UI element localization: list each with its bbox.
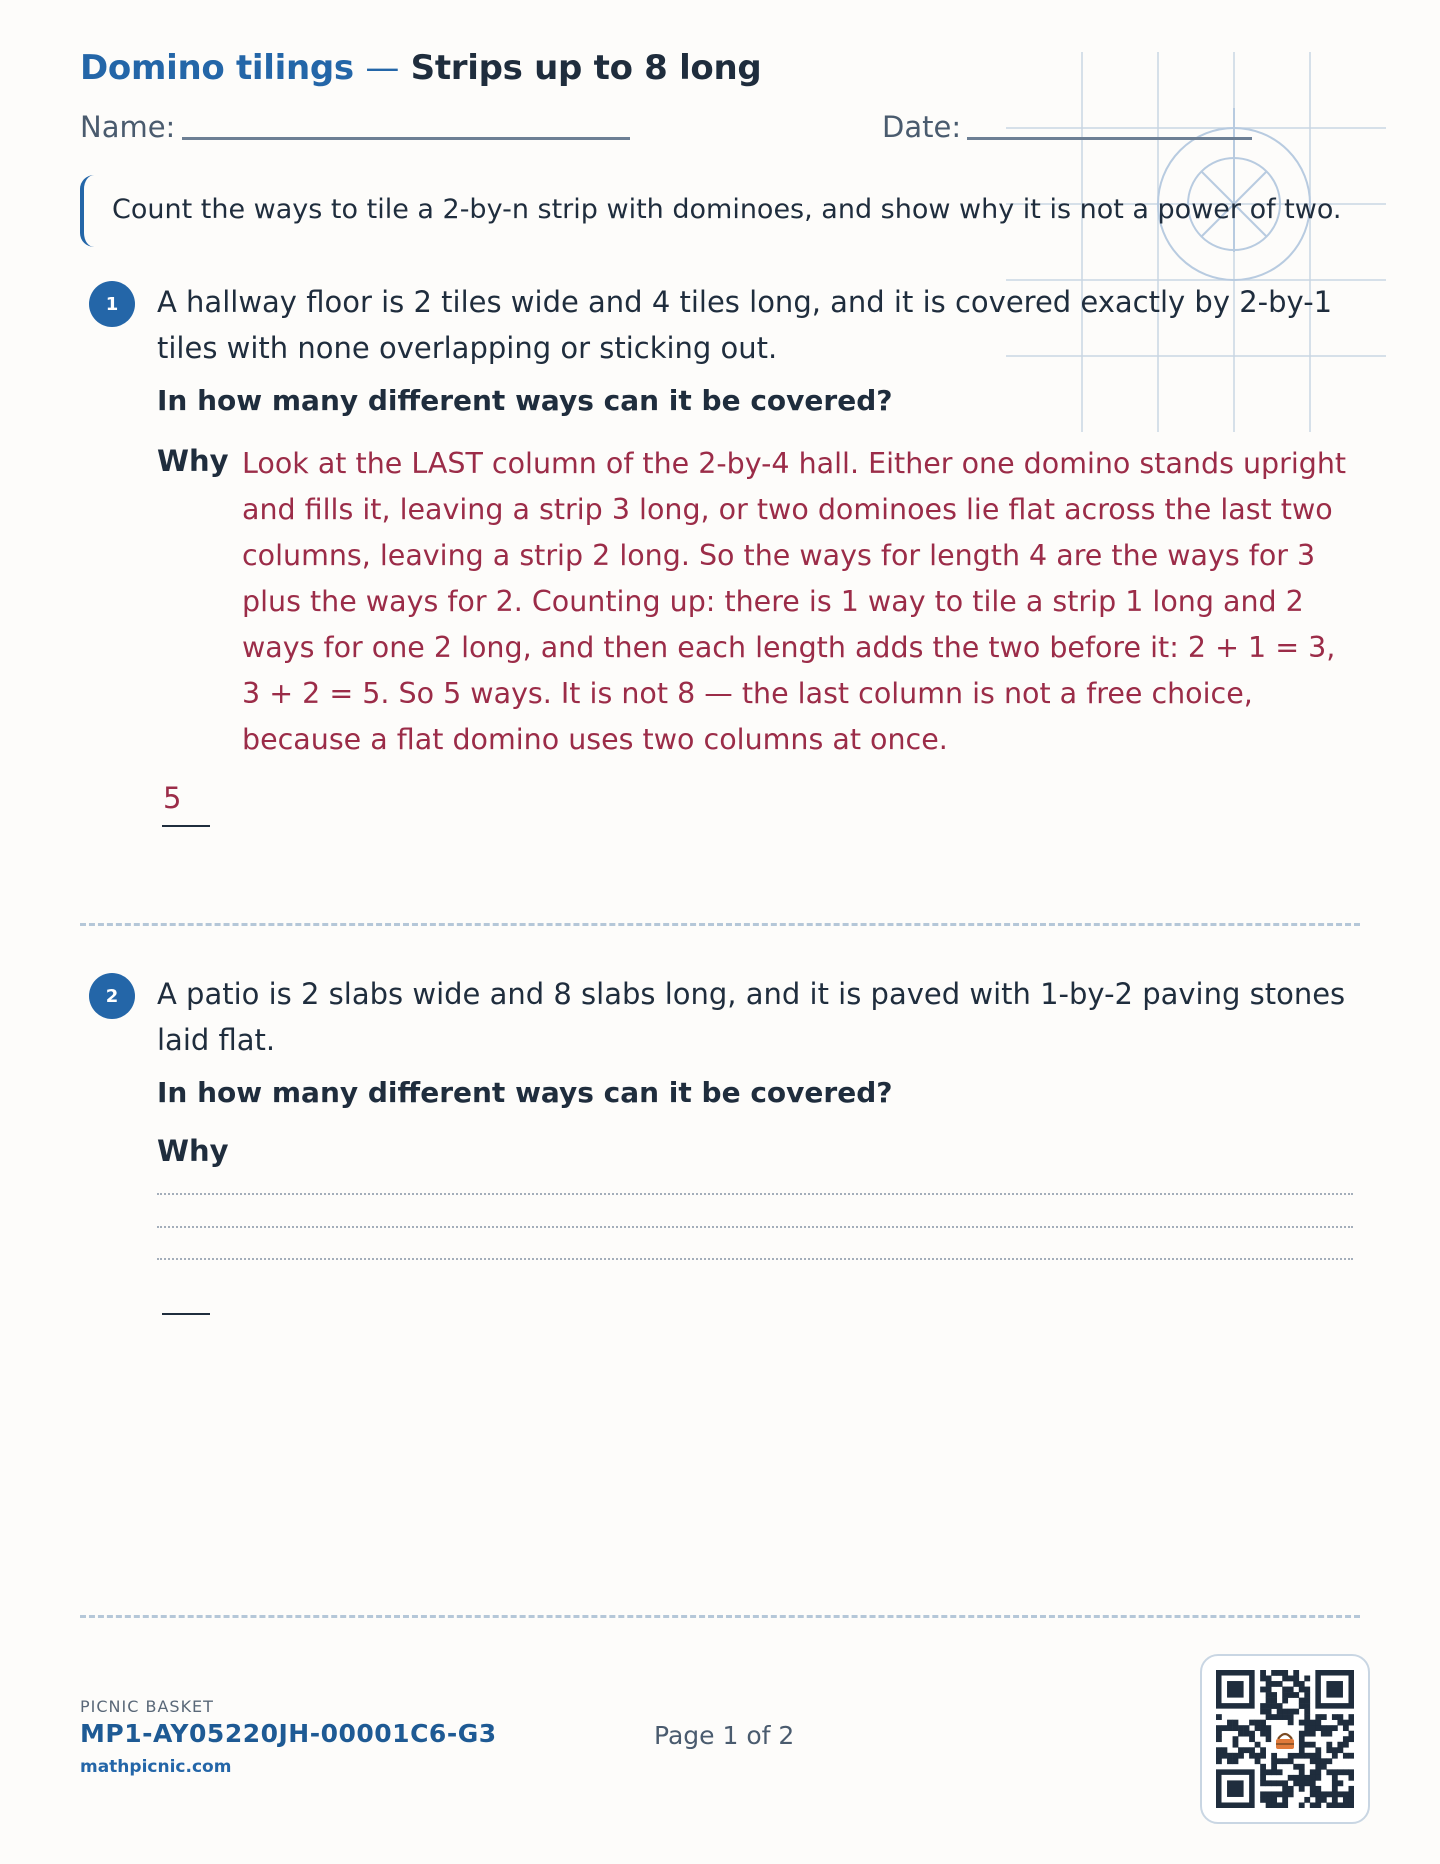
question-text: A hallway floor is 2 tiles wide and 4 tiles long, and it is covered exactly by 2-by-1 tiles with none overlapping or sticking out.	[157, 285, 1333, 365]
answer-blank[interactable]	[162, 825, 210, 827]
why-label: Why	[157, 1134, 229, 1168]
question-number-badge: 1	[89, 281, 135, 327]
footer-site-link[interactable]: mathpicnic.com	[80, 1757, 232, 1777]
instructions-text: Count the ways to tile a 2-by-n strip with dominoes, and show why it is not a power of two.	[112, 194, 1342, 225]
writing-line[interactable]	[157, 1258, 1353, 1260]
answer-value: 5	[163, 781, 182, 815]
footer-divider	[80, 1615, 1360, 1618]
why-label: Why	[157, 444, 229, 478]
question-number-badge: 2	[89, 973, 135, 1019]
date-field[interactable]	[967, 137, 1252, 140]
instructions-box	[80, 175, 1342, 247]
question-prompt: In how many different ways can it be covered?	[157, 1076, 893, 1109]
instructions-bracket	[80, 175, 98, 247]
name-label: Name:	[80, 110, 176, 144]
writing-line[interactable]	[157, 1226, 1353, 1228]
name-field[interactable]	[182, 137, 630, 140]
date-label: Date:	[882, 110, 962, 144]
writing-line[interactable]	[157, 1193, 1353, 1195]
section-divider	[80, 923, 1360, 926]
answer-blank[interactable]	[162, 1313, 210, 1315]
question-text: A patio is 2 slabs wide and 8 slabs long, and it is paved with 1-by-2 paving stones laid flat.	[157, 977, 1346, 1057]
qr-code-icon	[1216, 1670, 1354, 1808]
page-title	[80, 48, 761, 88]
question-prompt: In how many different ways can it be covered?	[157, 384, 893, 417]
footer-brand: PICNIC BASKET	[80, 1697, 214, 1716]
page-indicator: Page 1 of 2	[654, 1721, 795, 1750]
title-dash: —	[365, 48, 400, 88]
qr-code-box	[1200, 1654, 1370, 1824]
why-answer-text: Look at the LAST column of the 2-by-4 hall. Either one domino stands upright and fills it, leaving a strip 3 long, or two dominoes lie flat across the last two columns, leaving a strip 2 long. So the ways for length 4 are the ways for 3 plus the ways for 2. Counting up: there is 1 way to tile a strip 1 long and 2 ways for one 2 long, and then each length adds the two before it: 2 + 1 = 3, 3 + 2 = 5. So 5 ways. It is not 8 — the last column is not a free choice, because a flat domino uses two columns at once.	[242, 447, 1347, 756]
footer-code: MP1-AY05220JH-00001C6-G3	[80, 1719, 497, 1748]
title-sub: Strips up to 8 long	[410, 48, 762, 88]
title-main: Domino tilings	[80, 48, 354, 88]
